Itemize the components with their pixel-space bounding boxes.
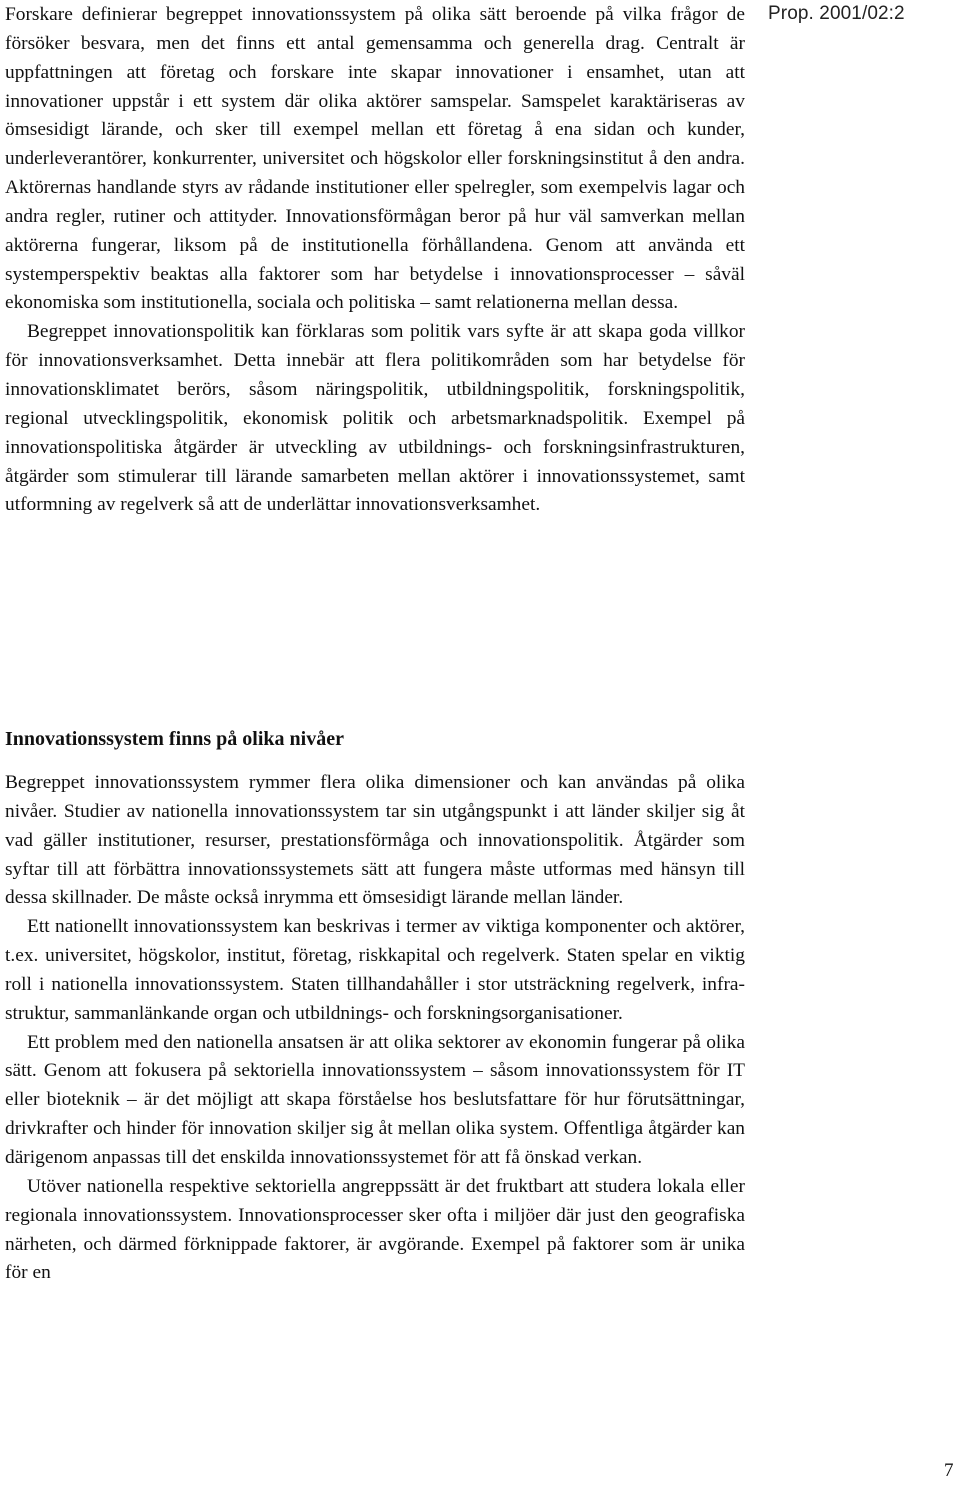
page-number: 7 — [944, 1460, 954, 1481]
paragraph: Utöver nationella respektive sektoriella angreppssätt är det fruktbart att studera lokala eller regionala innovationssystem. Innovationsprocesser sker ofta i miljöer där just den geografiska närheten, och därmed förknippade faktorer, är avgörande. Exempel på faktorer som är unika för en — [5, 1175, 745, 1284]
paragraph: Ett nationellt innovationssystem kan beskrivas i termer av viktiga komponenter och aktörer, t.ex. universitet, högskolor, institut, företag, riskkapital och regelverk. Staten spelar en viktig roll i nationella innovationssystem. Staten tillhandahåller i stor utsträckning regelverk, infrastruktur, sammanlänkande organ och utbildnings- och forskningsorganisationer. — [5, 916, 745, 1024]
paragraph: Begreppet innovationspolitik kan förklaras som politik vars syfte är att skapa goda villkor för innovationsverksamhet. Detta innebär att flera politikområden som har betydelse för innovationsklimatet berörs, såsom näringspolitik, utbildningspolitik, forskningspolitik, regional utvecklingspolitik, ekonomisk politik och arbetsmarknadspolitik. Exempel på innovationspolitiska åtgärder är utveckling av utbildnings- och forskningsinfrastrukturen, åtgärder som stimulerar till lärande samarbeten mellan aktörer i innovationssystemet, samt utformning av regelverk så att de underlättar innovationsverksamhet. — [5, 321, 745, 516]
body-text-section — [5, 769, 745, 1288]
body-text-top — [5, 1, 745, 520]
paragraph: Begreppet innovationssystem rymmer flera olika dimensioner och kan användas på olika nivåer. Studier av nationella innovationssystem tar sin utgångspunkt i att länder skiljer sig åt vad gäller institutioner, resurser, prestationsförmåga och innovationspolitik. Åtgärder som syftar till att förbättra innovationssystemets sätt att fungera måste utformas med hänsyn till dessa skillnader. De måste också inrymma ett ömsesidigt lärande mellan länder. — [5, 772, 745, 909]
proposition-reference: Prop. 2001/02:2 — [768, 3, 905, 24]
section-heading: Innovationssystem finns på olika nivåer — [5, 728, 344, 750]
paragraph: Ett problem med den nationella ansatsen är att olika sektorer av ekonomin fungerar på olika sätt. Genom att fokusera på sektoriella innovationssystem – såsom innovationssystem för IT eller bioteknik – är det möjligt att skapa förståelse hos beslutsfattare för hur förutsättningar, drivkrafter och hinder för innovation skiljer sig åt mellan olika system. Offentliga åtgärder kan därigenom anpassas till det enskilda innovationssystemet för att få önskad verkan. — [5, 1031, 745, 1168]
paragraph: Forskare definierar begreppet innovationssystem på olika sätt beroende på vilka frågor de försöker besvara, men det finns ett antal gemensamma och generella drag. Centralt är uppfattningen att företag och forskare inte skapar innovationer i ensamhet, utan att innovationer uppstår i ett system där olika aktörer samspelar. Samspelet karaktäriseras av ömsesidigt lärande, och sker till exempel mellan ett företag å ena sidan och kunder, underleverantörer, konkurrenter, universitet och högskolor eller forskningsinstitut å den andra. Aktörernas handlande styrs av rådande institutioner eller spelregler, som exempelvis lagar och andra regler, rutiner och attityder. Innovationsförmågan beror på hur väl samverkan mellan aktörerna fungerar, liksom på de institutionella förhållandena. Genom att använda ett systemperspektiv beaktas alla faktorer som har betydelse i innovationsprocesser – såväl ekonomiska som institutionella, sociala och politiska – samt relationerna mellan dessa. — [5, 4, 745, 314]
